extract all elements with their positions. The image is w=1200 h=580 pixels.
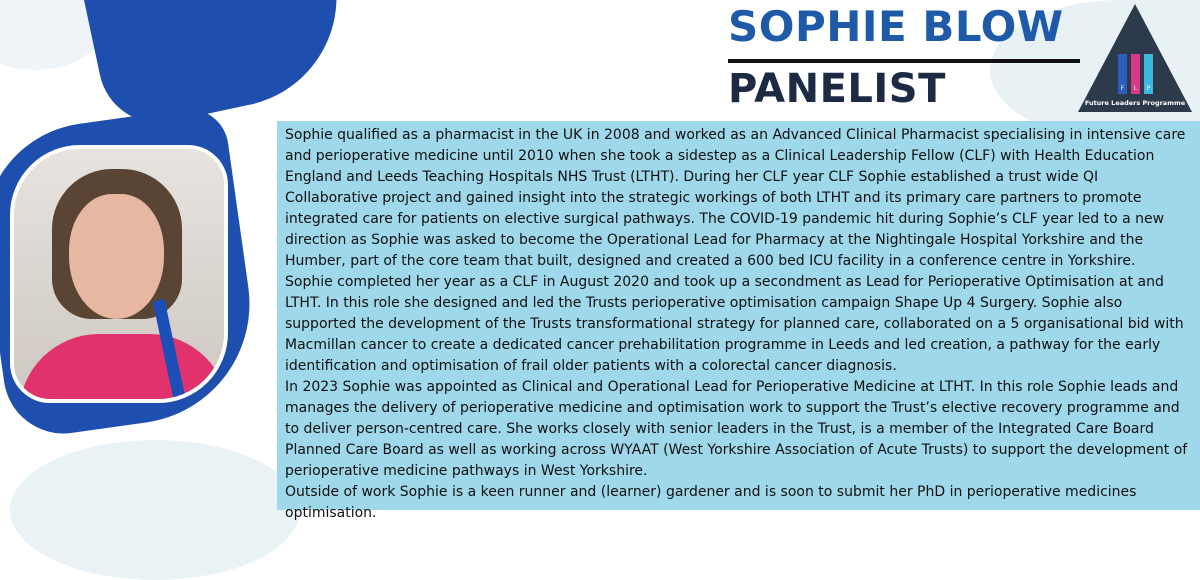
flp-logo-icon bbox=[1076, 2, 1194, 114]
bio-paragraph: Sophie completed her year as a CLF in August 2020 and took up a secondment as Lead for Perioperative Optimisation at and LTHT. In this role she designed and led the Trusts perioperative optimisation campaign Shape Up 4 Surgery. Sophie also supported the development of the Trusts transformational strategy for planned care, collaborated on a 5 organisational bid with Macmillan cancer to create a dedicated cancer prehabilitation programme in Leeds and led creation, a pathway for the early identification and optimisation of frail older patients with a colorectal cancer diagnosis. bbox=[285, 274, 1184, 374]
logo-letter: P bbox=[1146, 85, 1151, 92]
logo-letter: F bbox=[1120, 85, 1125, 92]
decorative-shape bbox=[10, 440, 300, 580]
title-divider bbox=[728, 59, 1080, 63]
portrait-photo bbox=[10, 145, 228, 403]
logo-caption: Future Leaders Programme bbox=[1084, 99, 1186, 107]
bio-paragraph: Sophie qualified as a pharmacist in the UK in 2008 and worked as an Advanced Clinical Pharmacist specialising in intensive care and perioperative medicine until 2010 when she took a sidestep as a Clinical Leadership Fellow (CLF) with Health Education England and Leeds Teaching Hospitals NHS Trust (LTHT). During her CLF year CLF Sophie established a trust wide QI Collaborative project and gained insight into the strategic workings of both LTHT and its primary care partners to promote integrated care for patients on elective surgical pathways. The COVID-19 pandemic hit during Sophie’s CLF year led to a new direction as Sophie was asked to become the Operational Lead for Pharmacy at the Nightingale Hospital Yorkshire and the Humber, part of the core team that built, designed and created a 600 bed ICU facility in a conference centre in Yorkshire. bbox=[285, 127, 1186, 269]
decorative-shape bbox=[73, 0, 357, 134]
panelist-name: SOPHIE BLOW bbox=[728, 2, 1064, 51]
logo-letter: L bbox=[1133, 85, 1138, 92]
panelist-role: PANELIST bbox=[728, 66, 946, 112]
bio-panel bbox=[277, 121, 1200, 521]
bio-paragraph: In 2023 Sophie was appointed as Clinical and Operational Lead for Perioperative Medicine at LTHT. In this role Sophie leads and manages the delivery of perioperative medicine and optimisation work to support the Trust’s elective recovery programme and to deliver person-centred care. She works closely with senior leaders in the Trust, is a member of the Integrated Care Board Planned Care Board as well as working across WYAAT (West Yorkshire Association of Acute Trusts) to support the development of perioperative medicine pathways in West Yorkshire. bbox=[285, 379, 1188, 479]
bio-paragraph: Outside of work Sophie is a keen runner and (learner) gardener and is soon to submit her PhD in perioperative medicines optimisation. bbox=[285, 484, 1137, 521]
